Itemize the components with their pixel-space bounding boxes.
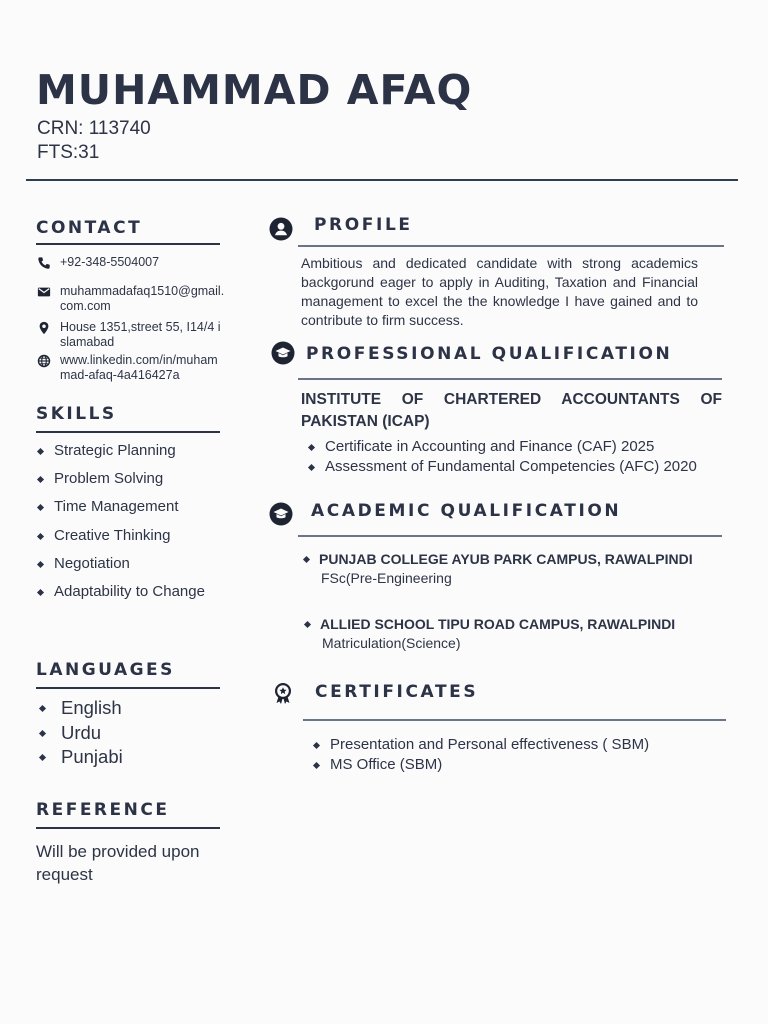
profile-divider xyxy=(298,245,724,247)
list-item: Problem Solving xyxy=(36,470,205,498)
award-ribbon-icon xyxy=(271,681,295,705)
certificates-list xyxy=(306,736,649,776)
list-item: Punjabi xyxy=(36,746,123,771)
list-item: Certificate in Accounting and Finance (CAF) 2025 xyxy=(301,438,697,458)
list-item: Creative Thinking xyxy=(36,527,205,555)
crn-number: CRN: 113740 xyxy=(37,118,151,139)
certificates-heading: CERTIFICATES xyxy=(315,682,479,702)
list-item: English xyxy=(36,697,123,722)
contact-email xyxy=(36,284,226,314)
list-item: MS Office (SBM) xyxy=(306,756,649,776)
contact-linkedin xyxy=(36,353,226,383)
languages-list xyxy=(36,697,123,771)
profile-heading: PROFILE xyxy=(314,215,413,235)
academic-divider xyxy=(298,535,722,537)
phone-text: +92-348-5504007 xyxy=(60,255,160,269)
professional-list xyxy=(301,438,697,478)
list-item: Strategic Planning xyxy=(36,442,205,470)
languages-heading: LANGUAGES xyxy=(36,660,175,680)
list-item: Time Management xyxy=(36,498,205,526)
reference-text: Will be provided upon request xyxy=(36,842,200,884)
reference-divider xyxy=(36,827,220,829)
list-item: Adaptability to Change xyxy=(36,583,205,611)
graduation-cap-icon xyxy=(269,502,293,526)
skills-heading: SKILLS xyxy=(36,404,117,424)
mail-icon xyxy=(36,285,52,299)
skills-divider xyxy=(36,431,220,433)
professional-heading: PROFESSIONAL QUALIFICATION xyxy=(306,344,673,364)
academic-school: ALLIED SCHOOL TIPU ROAD CAMPUS, RAWALPINDI xyxy=(302,616,675,632)
academic-degree: Matriculation(Science) xyxy=(322,635,461,651)
fts-number: FTS:31 xyxy=(37,142,100,163)
reference-heading: REFERENCE xyxy=(36,800,170,820)
academic-school: PUNJAB COLLEGE AYUB PARK CAMPUS, RAWALPINDI xyxy=(301,551,693,567)
email-text: muhammadafaq1510@gmail.com.com xyxy=(60,284,225,313)
certificates-divider xyxy=(303,719,726,721)
linkedin-text: www.linkedin.com/in/muhammad-afaq-4a416427a xyxy=(60,353,218,382)
header-divider xyxy=(26,179,738,181)
contact-address xyxy=(36,320,226,350)
user-icon xyxy=(269,217,293,241)
globe-icon xyxy=(36,354,52,368)
contact-divider xyxy=(36,243,220,245)
contact-phone xyxy=(36,255,226,270)
address-text: House 1351,street 55, I14/4 islamabad xyxy=(60,320,221,349)
profile-text: Ambitious and dedicated candidate with strong academics backgorund eager to apply in Auditing, Taxation and Financial management to excel the the knowledge I have gained and to contribute to firm success. xyxy=(301,255,698,328)
contact-heading: CONTACT xyxy=(36,218,143,238)
list-item: Negotiation xyxy=(36,555,205,583)
skills-list xyxy=(36,442,205,611)
professional-divider xyxy=(298,378,722,380)
institute-name: INSTITUTE OF CHARTERED ACCOUNTANTS OF PAKISTAN (ICAP) xyxy=(301,391,722,430)
academic-heading: ACADEMIC QUALIFICATION xyxy=(311,501,622,521)
academic-degree: FSc(Pre-Engineering xyxy=(321,570,452,586)
location-pin-icon xyxy=(36,321,52,335)
languages-divider xyxy=(36,687,220,689)
list-item: Assessment of Fundamental Competencies (AFC) 2020 xyxy=(301,458,697,478)
graduation-cap-icon xyxy=(271,341,295,365)
list-item: Presentation and Personal effectiveness ( SBM) xyxy=(306,736,649,756)
list-item: Urdu xyxy=(36,722,123,747)
candidate-name: MUHAMMAD AFAQ xyxy=(36,66,473,114)
phone-icon xyxy=(36,256,52,270)
